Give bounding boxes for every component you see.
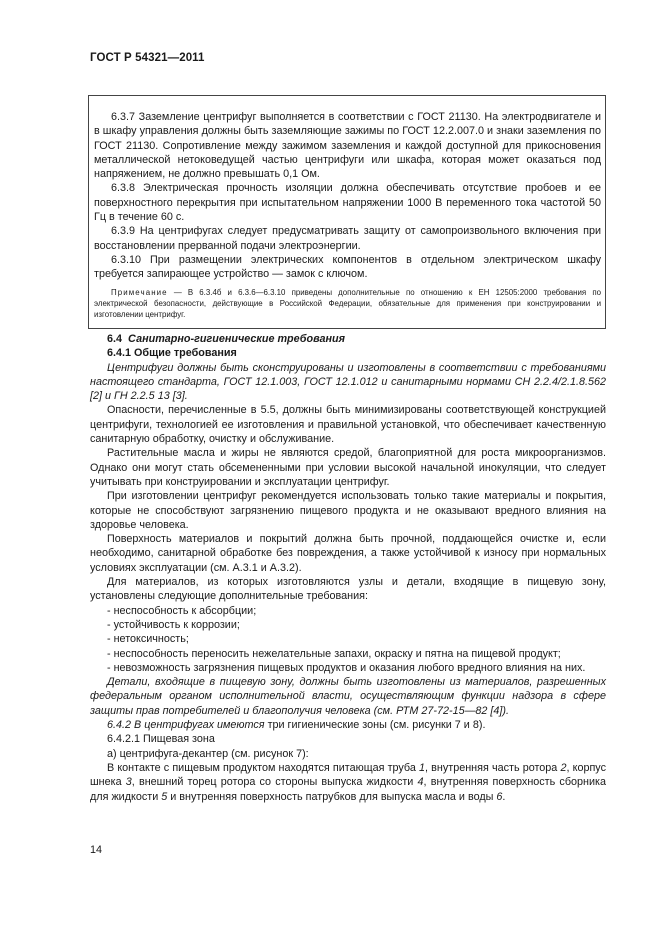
list-item: - нетоксичность; bbox=[107, 633, 189, 646]
paragraph: Растительные масла и жиры не являются средой, благоприятной для роста микроорганизмов. Однако они могут стать обсемененными при условии высокой начальной инокуляции, что следует учитывать при конструировании и эксплуатации центрифуг. bbox=[90, 447, 606, 488]
paragraph: Поверхность материалов и покрытий должна быть прочной, поддающейся очистке и, если необходимо, санитарной обработке без повреждения, а также устойчивой к износу при нормальных условиях эксплуатации (см. А.3.1 и А.3.2). bbox=[90, 533, 606, 574]
paragraph: Для материалов, из которых изготовляются узлы и детали, входящие в пищевую зону, установлены следующие дополнительные требования: bbox=[90, 576, 606, 603]
note bbox=[88, 287, 607, 321]
list-item: - невозможность загрязнения пищевых продуктов и оказания любого вредного влияния на них. bbox=[107, 661, 586, 674]
clause-6-3-10: 6.3.10 При размещении электрических компонентов в отдельном электрическом шкафу требуется запирающее устройство — замок с ключом. bbox=[94, 253, 601, 281]
paragraph: Детали, входящие в пищевую зону, должны быть изготовлены из материалов, разрешенных федеральным органом исполнительной власти, осуществляющим функции надзора в сфере защиты прав потребителей и благополучия человека (см. РТМ 27-72-15—82 [4]). bbox=[90, 676, 606, 717]
subsection-6-4-2-1: 6.4.2.1 Пищевая зона bbox=[107, 733, 215, 746]
list-item-a: а) центрифуга-декантер (см. рисунок 7): bbox=[107, 747, 309, 760]
subsection-heading-6-4-1: 6.4.1 Общие требования bbox=[107, 347, 237, 360]
clause-6-3-9: 6.3.9 На центрифугах следует предусматривать защиту от самопроизвольного включения при восстановлении прерванной подачи электроэнергии. bbox=[94, 225, 601, 252]
list-item: - неспособность к абсорбции; bbox=[107, 604, 257, 617]
document-header: ГОСТ Р 54321—2011 bbox=[90, 52, 205, 64]
paragraph: Центрифуги должны быть сконструированы и изготовлены в соответствии с требованиями настоящего стандарта, ГОСТ 12.1.003, ГОСТ 12.1.012 и санитарными нормами СН 2.2.4/2.1.8.562 [2] и ГН 2.2.5 13 [3]. bbox=[90, 361, 606, 403]
main-content bbox=[90, 332, 606, 804]
paragraph: Опасности, перечисленные в 5.5, должны быть минимизированы соответствующей конструкцией центрифуги, технологией ее изготовления и правильной установкой, что обеспечивает качественную санитарную обработку, очистку и обслуживание. bbox=[90, 404, 606, 446]
clause-6-3-7: 6.3.7 Заземление центрифуг выполняется в соответствии с ГОСТ 21130. На электродвигателе и в шкафу управления должны быть заземляющие зажимы по ГОСТ 12.2.007.0 и знаки заземления по ГОСТ 21130. Сопротивление между зажимом заземления и каждой доступной для прикосновения металлической нетоковедущей частью центрифуги или шкафа, которая может оказаться под напряжением, не должно превышать 0,1 Ом. bbox=[94, 111, 601, 181]
page-number: 14 bbox=[90, 844, 103, 856]
paragraph: В контакте с пищевым продуктом находятся питающая труба 1, внутренняя часть ротора 2, корпус шнека 3, внешний торец ротора со стороны выпуска жидкости 4, внутренняя поверхность сборника для жидкости 5 и внутренняя поверхность патрубков для выпуска масла и воды 6. bbox=[90, 761, 606, 803]
section-heading-6-4: 6.4 Санитарно-гигиенические требования bbox=[107, 333, 345, 345]
list-item: - неспособность переносить нежелательные запахи, окраску и пятна на пищевой продукт; bbox=[107, 647, 561, 660]
note-text: — В 6.3.4б и 6.3.6—6.3.10 приведены дополнительные по отношению к ЕН 12505:2000 требования по электрической безопасности, действующие в Российской Федерации, обязательные для применения при конструировании и изготовлении центрифуг. bbox=[94, 287, 601, 320]
amendment-box-content bbox=[88, 110, 607, 321]
note-label: Примечание bbox=[111, 287, 168, 297]
paragraph: При изготовлении центрифуг рекомендуется использовать только такие материалы и покрытия, которые не способствуют загрязнению пищевого продукта и не оказывают вредного влияния на здоровье человека. bbox=[90, 490, 606, 531]
subsection-6-4-2: 6.4.2 В центрифугах имеются три гигиенические зоны (см. рисунки 7 и 8). bbox=[107, 719, 486, 732]
clause-6-3-8: 6.3.8 Электрическая прочность изоляции должна обеспечивать отсутствие пробоев и ее поверхностного перекрытия при испытательном напряжении 1000 В переменного тока частотой 50 Гц в течение 60 с. bbox=[94, 182, 601, 224]
list-item: - устойчивость к коррозии; bbox=[107, 618, 240, 631]
